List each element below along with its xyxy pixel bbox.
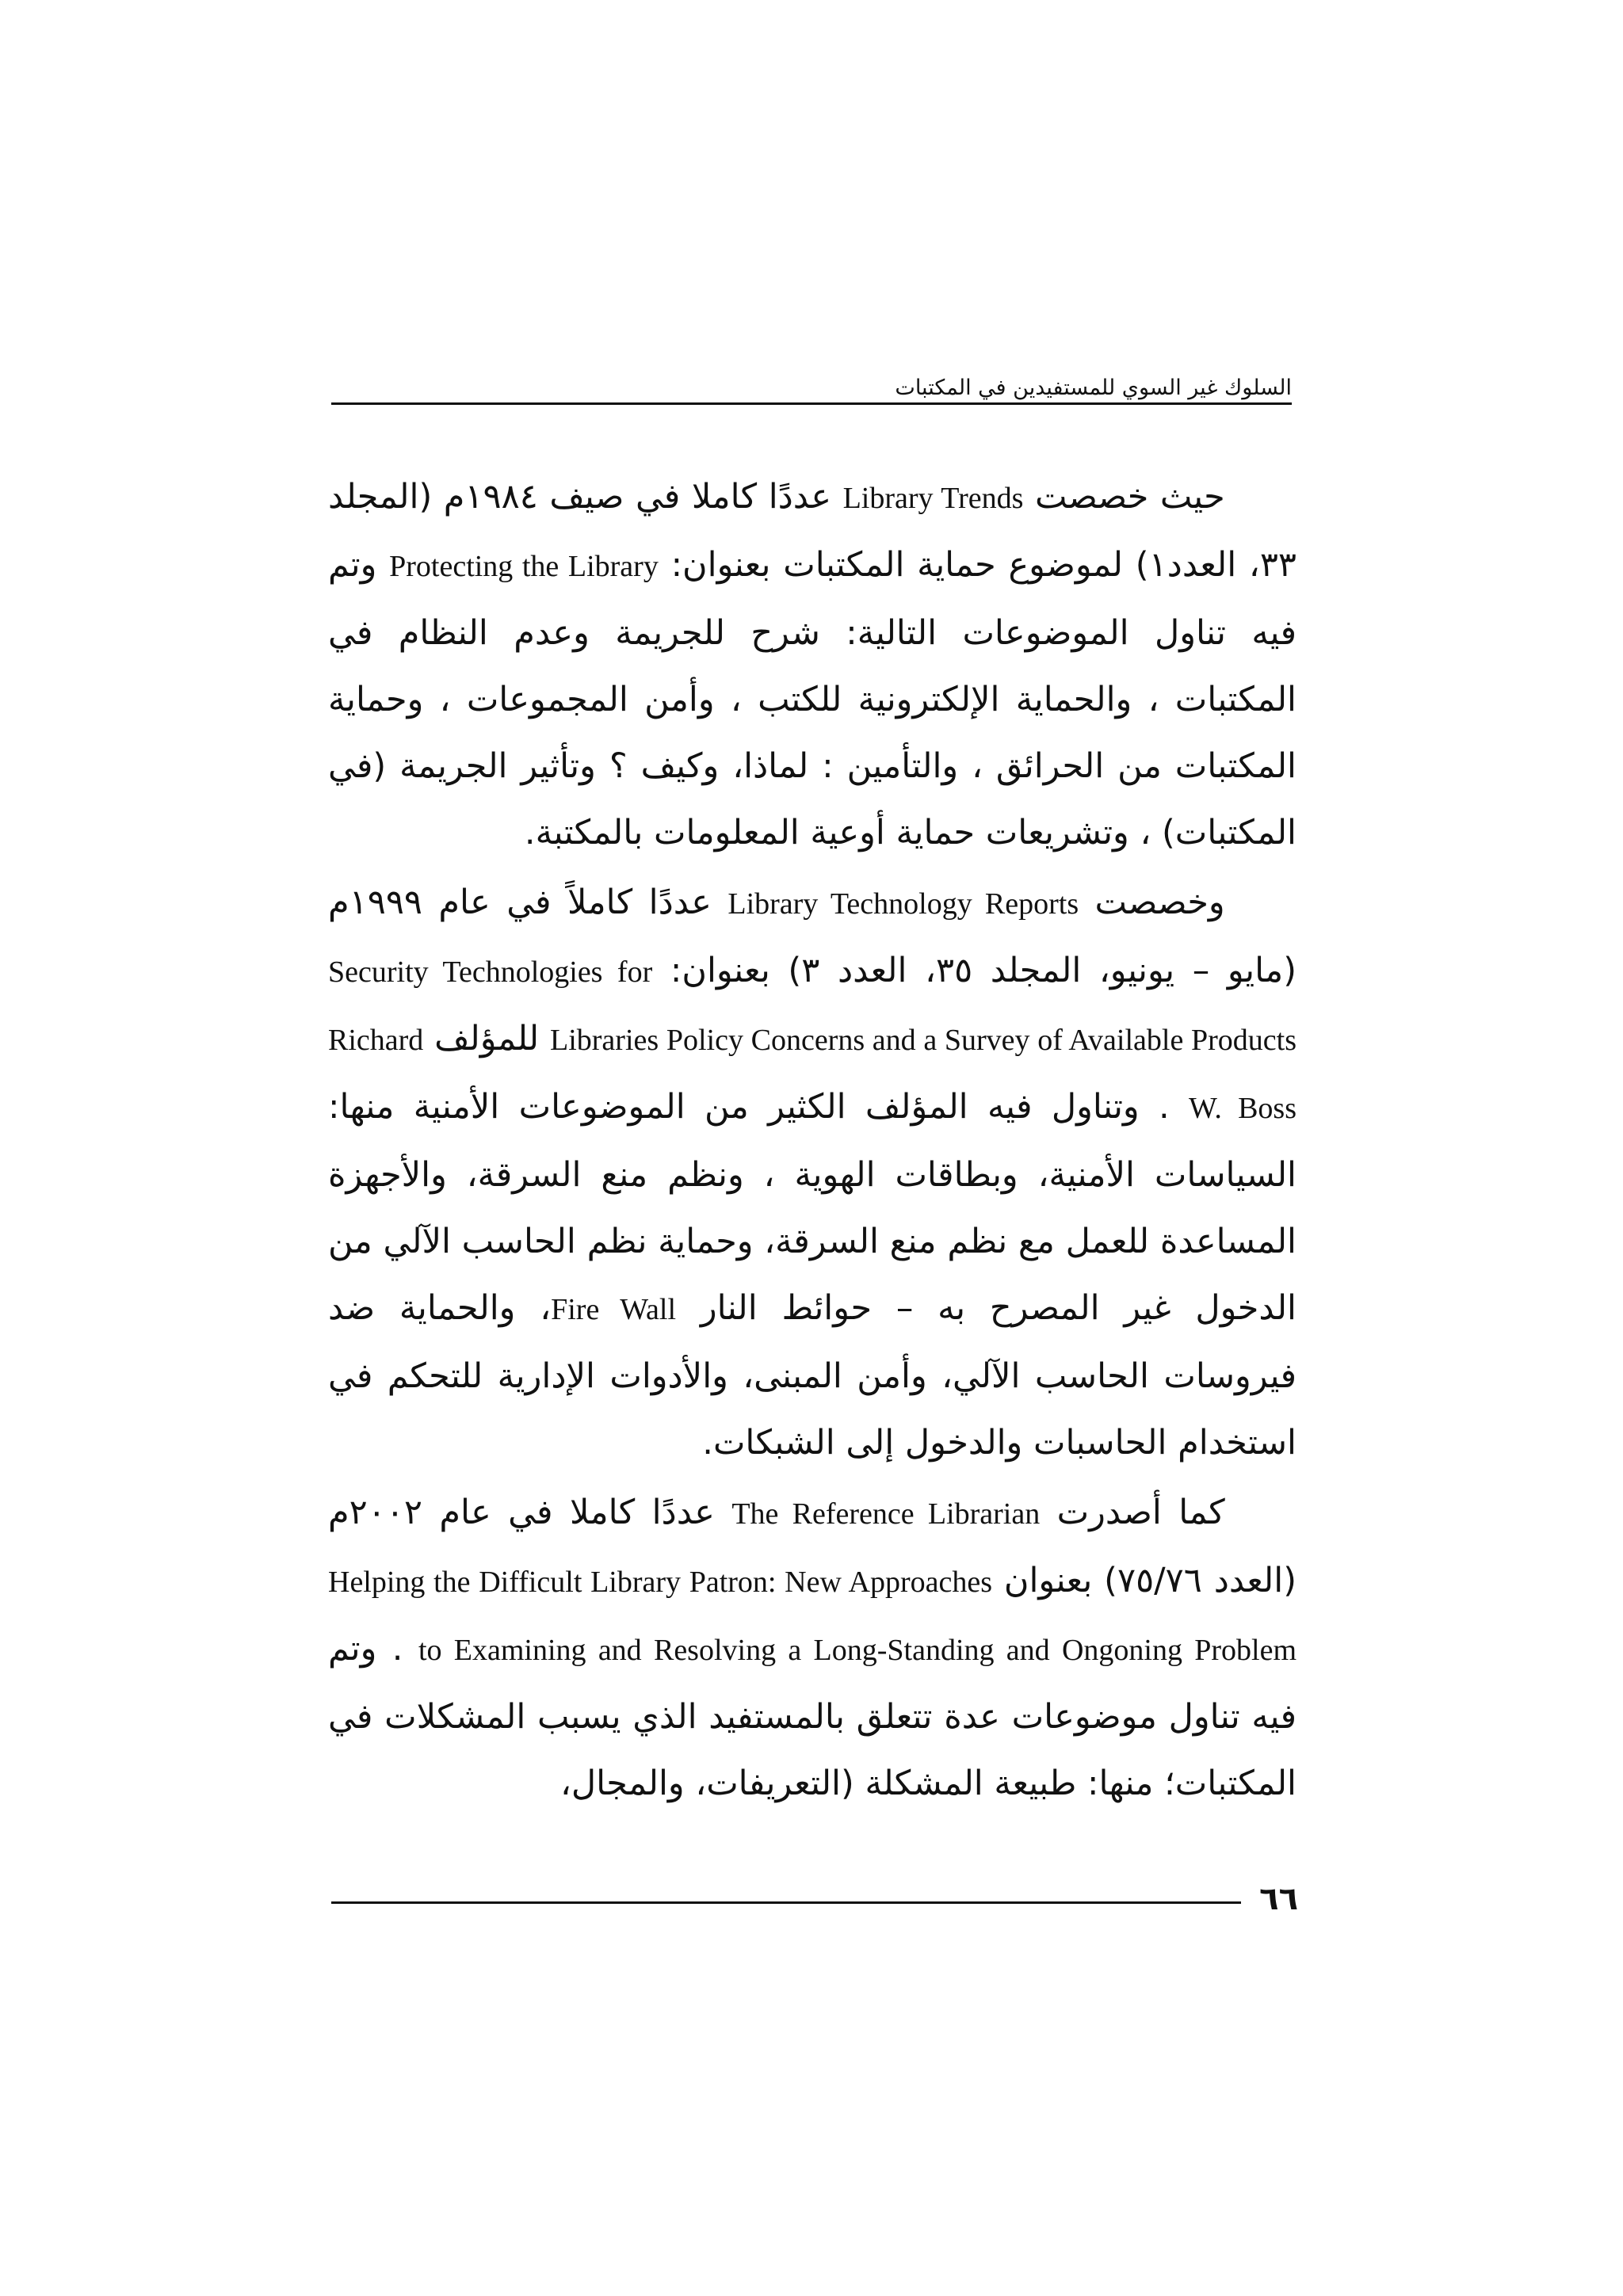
term-fire-wall: Fire Wall (551, 1293, 677, 1326)
journal-title-library-trends: Library Trends (842, 482, 1024, 515)
text-segment: للمؤلف (423, 1019, 550, 1058)
text-segment: وتم فيه تناول الموضوعات التالية: شرح للجريمة وعدم النظام في المكتبات ، والحماية الإلكترونية للكتب ، وأمن المجموعات ، وحماية المكتبات من الحرائق ، والتأمين : لماذا، وكيف ؟ وتأثير الجريمة (في المكتبات) ، وتشريعات حماية أوعية المعلومات بالمكتبة. (328, 545, 1296, 852)
text-segment: وخصصت (1079, 883, 1225, 922)
journal-title-reference-librarian: The Reference Librarian (731, 1497, 1041, 1531)
text-segment: ، والحماية ضد فيروسات الحاسب الآلي، وأمن المبنى، والأدوات الإدارية للتحكم في استخدام الحاسبات والدخول إلى الشبكات. (328, 1288, 1296, 1463)
text-segment: . وتناول فيه المؤلف الكثير من الموضوعات الأمنية منها: السياسات الأمنية، وبطاقات الهوية ، ونظم منع السرقة، والأجهزة المساعدة للعمل مع نظم منع السرقة، وحماية نظم الحاسب الآلي من الدخول غير المصرح به – حوائط النار (328, 1087, 1296, 1328)
issue-title-helping-difficult-patron: Helping the Difficult Library Patron: New Approaches to Examining and Resolving a Long-Standing and Ongoning Problem (328, 1566, 1296, 1667)
footer-rule (331, 1901, 1241, 1904)
issue-title-security-technologies: Security Technologies for Libraries Policy Concerns and a Survey of Available Products (328, 955, 1296, 1057)
journal-title-library-technology-reports: Library Technology Reports (727, 887, 1079, 921)
paragraph-reference-librarian (328, 1479, 1296, 1817)
text-segment: . وتم فيه تناول موضوعات عدة تتعلق بالمستفيد الذي يسبب المشكلات في المكتبات؛ منها: طبيعة المشكلة (التعريفات، والمجال، (328, 1629, 1296, 1803)
header-rule (331, 402, 1292, 405)
paragraph-library-trends (328, 463, 1296, 866)
issue-title-protecting-the-library: Protecting the Library (389, 550, 659, 583)
page-footer (331, 1879, 1298, 1919)
text-segment: عددًا كاملا في صيف ١٩٨٤م (المجلد ٣٣، العدد١) لموضوع حماية المكتبات بعنوان: (328, 477, 1297, 585)
text-segment: عددًا كاملا في عام ٢٠٠٢م (العدد ٧٥/٧٦) بعنوان (328, 1493, 1296, 1600)
text-segment: عددًا كاملاً في عام ١٩٩٩م (مايو – يونيو، المجلد ٣٥، العدد ٣) بعنوان: (328, 883, 1296, 990)
header-title: السلوك غير السوي للمستفيدين في المكتبات (892, 374, 1292, 402)
body-text (328, 463, 1296, 1820)
text-segment: حيث خصصت (1023, 477, 1225, 517)
text-segment: كما أصدرت (1040, 1493, 1225, 1532)
running-header (331, 372, 1292, 409)
paragraph-library-technology-reports (328, 869, 1296, 1476)
author-name: Richard W. Boss (328, 1024, 1296, 1125)
page-number: ٦٦ (1259, 1881, 1298, 1917)
